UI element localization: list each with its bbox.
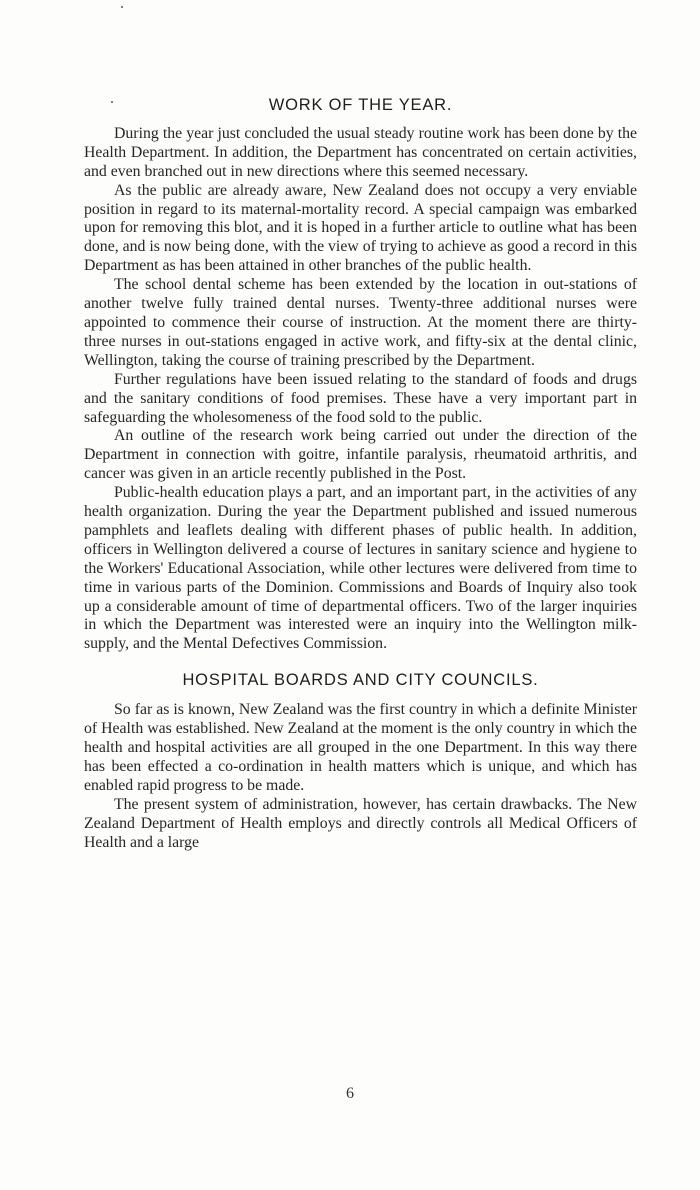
paragraph: The present system of administration, however, has certain drawbacks. The New Zealand Department of Health employs and directly controls all Medical Officers of Health and a large — [84, 795, 637, 851]
paragraph: Public-health education plays a part, and an important part, in the activities of any health organization. During the year the Department published and issued numerous pamphlets and leaflets dealing with different phases of public health. In addition, officers in Wellington delivered a course of lectures in sanitary science and hygiene to the Workers' Educational Association, while other lectures were delivered from time to time in various parts of the Dominion. Commissions and Boards of Inquiry also took up a considerable amount of time of departmental officers. Two of the larger inquiries in which the Department was interested were an inquiry into the Wellington milk-supply, and the Mental Defectives Commission. — [84, 484, 637, 653]
section-heading-work-of-the-year: WORK OF THE YEAR. — [268, 96, 453, 114]
paragraph: During the year just concluded the usual steady routine work has been done by the Health Department. In addition, the Department has concentrated on certain activities, and even branched out in new directions where this seemed necessary. — [84, 124, 637, 180]
paragraph: Further regulations have been issued relating to the standard of foods and drugs and the sanitary conditions of food premises. These have a very important part in safeguarding the wholesomeness of the food sold to the public. — [84, 370, 637, 426]
scan-speck — [121, 6, 123, 8]
section-heading-hospital-boards: HOSPITAL BOARDS AND CITY COUNCILS. — [182, 671, 539, 690]
text-column — [84, 96, 637, 852]
paragraph: As the public are already aware, New Zealand does not occupy a very enviable position in regard to its maternal-mortality record. A special campaign was embarked upon for removing this blot, and it is hoped in a further article to outline what has been done, and is now being done, with the view of trying to achieve as good a record in this Department as has been attained in other branches of the public health. — [84, 181, 637, 275]
paragraph: An outline of the research work being carried out under the direction of the Department in connection with goitre, infantile paralysis, rheumatoid arthritis, and cancer was given in an article recently published in the Post. — [84, 427, 637, 483]
paragraph: So far as is known, New Zealand was the first country in which a definite Minister of Health was established. New Zealand at the moment is the only country in which the health and hospital activities are all grouped in the one Department. In this way there has been effected a co-ordination in health matters which is unique, and which has enabled rapid progress to be made. — [84, 701, 637, 794]
paragraph: The school dental scheme has been extended by the location in out-stations of another twelve fully trained dental nurses. Twenty-three additional nurses were appointed to commence their course of instruction. At the moment there are thirty-three nurses in out-stations engaged in active work, and fifty-six at the dental clinic, Wellington, taking the course of training prescribed by the Department. — [84, 276, 637, 369]
page-number: 6 — [346, 1085, 354, 1102]
